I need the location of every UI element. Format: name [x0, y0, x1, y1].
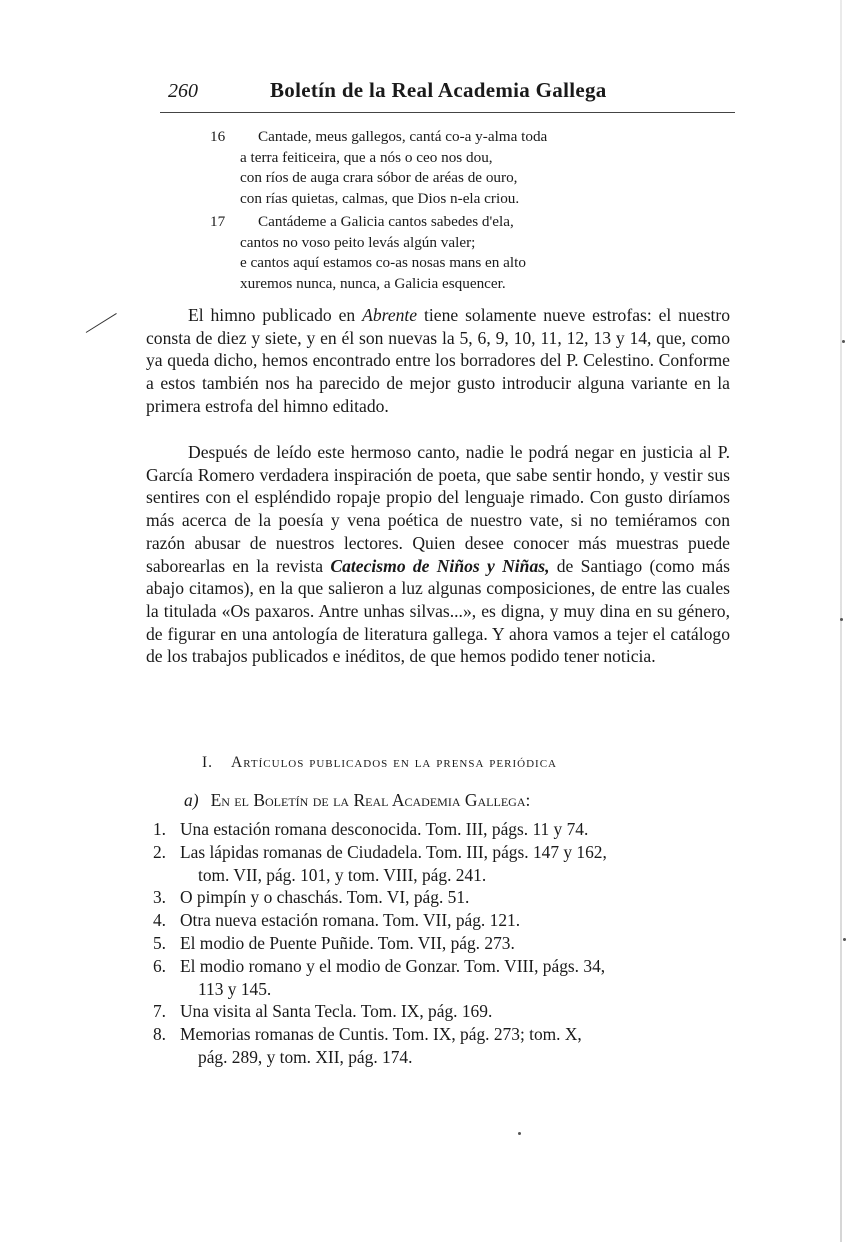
item-number: 3. — [152, 887, 166, 908]
item-text: Las lápidas romanas de Ciudadela. Tom. III, págs. 147 y 162, — [180, 841, 607, 862]
list-item — [142, 841, 732, 887]
section-number: I. — [202, 754, 214, 771]
item-text: O pimpín y o chaschás. Tom. VI, pág. 51. — [180, 887, 470, 908]
item-text: Otra nueva estación romana. Tom. VII, pág. 121. — [180, 910, 521, 931]
poem-stanza-17 — [210, 212, 650, 294]
verse-line: Cantade, meus gallegos, cantá co-a y-alma toda — [258, 128, 548, 145]
journal-title-catecismo: Catecismo de Niños y Niñas, — [330, 555, 550, 576]
item-text-continued: pág. 289, y tom. XII, pág. 174. — [198, 1046, 413, 1067]
item-text: Memorias romanas de Cuntis. Tom. IX, pág. 273; tom. X, — [180, 1024, 582, 1045]
verse-line: con ríos de auga crara sóbor de aréas de ouro, — [240, 169, 518, 186]
scan-speck — [842, 340, 845, 343]
list-item — [142, 1000, 732, 1023]
list-item — [142, 818, 732, 841]
item-text: Una estación romana desconocida. Tom. III, págs. 11 y 74. — [180, 819, 589, 839]
list-item — [142, 909, 732, 932]
paragraph-despues — [146, 441, 730, 668]
publication-list — [142, 818, 732, 1069]
running-title: Boletín de la Real Academia Gallega — [270, 78, 607, 102]
item-text: Una visita al Santa Tecla. Tom. IX, pág. 169. — [180, 1001, 493, 1022]
item-text: El modio romano y el modio de Gonzar. Tom. VIII, págs. 34, — [180, 955, 606, 976]
margin-pencil-mark — [86, 313, 117, 333]
list-item — [142, 886, 732, 909]
item-number: 4. — [152, 910, 166, 931]
list-item — [142, 955, 732, 1001]
paragraph-text: de Santiago (como más abajo citamos), en la que salieron a luz algunas composiciones, de entre las cuales la titulada «Os paxaros. Antre unhas silvas...», es digna, y muy dina en su género, de figurar en una antología de literatura gallega. Y ahora vamos a tejer el catálogo de los trabajos publicados e inéditos, de que hemos podido tener noticia. — [146, 555, 730, 667]
verse-line: a terra feiticeira, que a nós o ceo nos dou, — [240, 148, 493, 166]
stanza-number: 17 — [210, 213, 226, 230]
paragraph-text: tiene solamente nueve estrofas: el nuestro consta de diez y siete, y en él son nuevas la 5, 6, 9, 10, 11, 12, 13 y 14, que, como ya queda dicho, hemos encontrado entre los borradores del P. Celestino. Conforme a estos también nos ha parecido de mejor gusto introducir alguna variante en la primera estrofa del himno editado. — [146, 305, 730, 416]
item-number: 2. — [152, 841, 166, 862]
scan-speck — [518, 1132, 521, 1135]
verse-line: Cantádeme a Galicia cantos sabedes d'ela, — [258, 213, 514, 230]
item-number: 7. — [152, 1001, 166, 1022]
running-header — [160, 76, 735, 113]
page-edge — [840, 0, 842, 1242]
item-text-continued: 113 y 145. — [198, 978, 272, 999]
section-title: Artículos publicados en la prensa periódica — [231, 754, 557, 771]
item-number: 6. — [152, 955, 166, 976]
item-number: 8. — [152, 1024, 166, 1045]
scan-speck — [843, 938, 846, 941]
poem-stanza-16 — [210, 127, 650, 209]
verse-line: con rías quietas, calmas, que Dios n-ela criou. — [240, 189, 520, 207]
subsection-heading — [184, 790, 530, 811]
verse-line: xuremos nunca, nunca, a Galicia esquencer. — [240, 274, 506, 292]
page-number: 260 — [168, 80, 198, 102]
list-item — [142, 932, 732, 955]
item-number: 5. — [152, 932, 166, 953]
list-item — [142, 1023, 732, 1069]
paragraph-himno — [146, 304, 730, 418]
subsection-title: En el Boletín de la Real Academia Gallega: — [210, 790, 531, 810]
verse-line: e cantos aquí estamos co-as nosas mans en alto — [240, 254, 526, 271]
paragraph-text: El himno publicado en — [188, 305, 363, 325]
paragraph-text: Después de leído este hermoso canto, nadie le podrá negar en justicia al P. García Romero verdadera inspiración de poeta, que sabe sentir hondo, y vestir sus sentires con el espléndido ropaje propio del lenguaje rimado. Con gusto diríamos más acerca de la poesía y vena poética de nuestro vate, si no temiéramos con razón abusar de nuestros lectores. Quien desee conocer más muestras puede saborearlas en la revista — [146, 442, 730, 576]
item-text: El modio de Puente Puñide. Tom. VII, pág. 273. — [180, 932, 515, 953]
section-heading — [202, 754, 557, 772]
item-text-continued: tom. VII, pág. 101, y tom. VIII, pág. 241. — [198, 864, 487, 885]
subsection-letter: a) — [184, 790, 199, 810]
stanza-number: 16 — [210, 128, 226, 145]
item-number: 1. — [152, 819, 166, 839]
scan-speck — [840, 618, 843, 621]
journal-title-abrente: Abrente — [362, 305, 418, 325]
verse-line: cantos no voso peito levás algún valer; — [240, 233, 476, 251]
